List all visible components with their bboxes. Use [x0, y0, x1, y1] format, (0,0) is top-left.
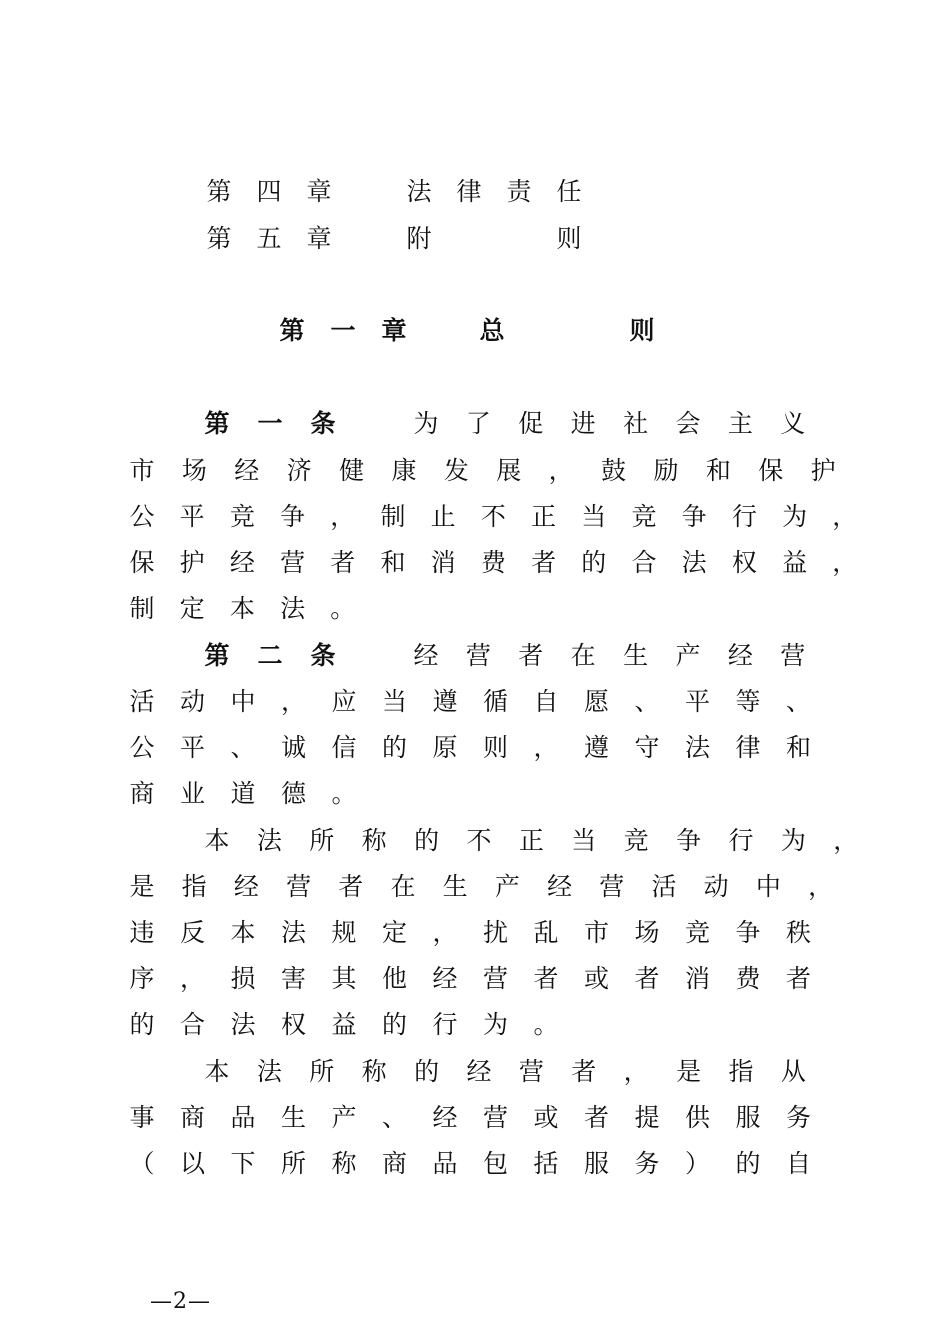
- text-char: 经: [727, 641, 753, 670]
- text-char: ，: [179, 964, 205, 993]
- text-char: 中: [755, 872, 781, 901]
- text-char: 费: [735, 964, 761, 993]
- chapter-heading: [0, 316, 950, 346]
- text-char: 应: [331, 687, 357, 716]
- text-char: 护: [179, 548, 205, 577]
- text-char: 营: [482, 1103, 508, 1132]
- text-char: 经: [413, 641, 439, 670]
- text-char: 促: [518, 409, 544, 438]
- text-char: 合: [631, 548, 657, 577]
- text-char: 一: [257, 409, 283, 438]
- text-char: 业: [179, 779, 205, 808]
- text-char: 者: [634, 964, 660, 993]
- text-char: 竞: [684, 918, 710, 947]
- paragraph-line: [0, 1057, 950, 1087]
- text-char: 服: [583, 1149, 609, 1178]
- text-char: 和: [785, 733, 811, 762]
- text-char: 为: [482, 1010, 508, 1039]
- text-char: 法: [280, 918, 306, 947]
- text-char: 和: [705, 456, 731, 485]
- text-char: 任: [556, 177, 582, 206]
- text-char: 则: [629, 316, 655, 345]
- text-char: 德: [280, 779, 306, 808]
- text-char: 鼓: [601, 456, 627, 485]
- text-char: 义: [780, 409, 806, 438]
- text-char: 第: [204, 409, 230, 438]
- text-char: 消: [684, 964, 710, 993]
- text-char: 法: [681, 548, 707, 577]
- text-char: 产: [331, 1103, 357, 1132]
- text-char: 章: [306, 177, 332, 206]
- text-char: 生: [442, 872, 468, 901]
- text-char: 循: [482, 687, 508, 716]
- text-char: 务: [634, 1149, 660, 1178]
- text-char: 争: [735, 918, 761, 947]
- text-char: 的: [381, 733, 407, 762]
- text-char: 包: [482, 1149, 508, 1178]
- text-char: ，: [623, 1057, 649, 1086]
- text-char: 秩: [785, 918, 811, 947]
- text-char: ，: [808, 872, 834, 901]
- text-char: 产: [675, 641, 701, 670]
- text-char: 者: [330, 548, 356, 577]
- text-char: 的: [735, 1149, 761, 1178]
- text-char: 律: [456, 177, 482, 206]
- paragraph-line: [0, 1103, 950, 1133]
- paragraph-line: [0, 872, 950, 902]
- text-char: 自: [533, 687, 559, 716]
- paragraph-line: [0, 918, 950, 948]
- text-char: 章: [381, 316, 407, 345]
- text-char: 信: [331, 733, 357, 762]
- text-char: 生: [280, 1103, 306, 1132]
- text-char: 行: [731, 502, 757, 531]
- text-char: 保: [129, 548, 155, 577]
- text-char: 指: [181, 872, 207, 901]
- text-char: 五: [256, 224, 282, 253]
- text-char: 反: [179, 918, 205, 947]
- text-char: 损: [230, 964, 256, 993]
- text-char: 或: [533, 1103, 559, 1132]
- text-char: 的: [381, 1010, 407, 1039]
- text-char: ）: [684, 1149, 710, 1178]
- text-char: 定: [381, 918, 407, 947]
- article-2-line: [0, 687, 950, 717]
- text-char: 守: [634, 733, 660, 762]
- text-char: 费: [480, 548, 506, 577]
- text-char: 自: [785, 1149, 811, 1178]
- text-char: 、: [785, 687, 811, 716]
- text-char: 正: [531, 502, 557, 531]
- text-char: 遵: [583, 733, 609, 762]
- text-char: 竞: [631, 502, 657, 531]
- text-char: ，: [832, 548, 858, 577]
- text-char: 进: [570, 409, 596, 438]
- text-char: 条: [310, 641, 336, 670]
- text-char: 称: [331, 1149, 357, 1178]
- text-char: 行: [432, 1010, 458, 1039]
- text-char: 经: [432, 964, 458, 993]
- text-char: 益: [331, 1010, 357, 1039]
- text-char: 争: [676, 826, 702, 855]
- text-char: 服: [735, 1103, 761, 1132]
- text-char: 、: [634, 687, 660, 716]
- text-char: 或: [583, 964, 609, 993]
- paragraph-line: [0, 1010, 950, 1040]
- text-char: 了: [465, 409, 491, 438]
- text-char: ，: [832, 502, 858, 531]
- text-char: 营: [780, 641, 806, 670]
- text-char: 其: [331, 964, 357, 993]
- paragraph-line: [0, 826, 950, 856]
- text-char: 法: [280, 594, 306, 623]
- text-char: 从: [780, 1057, 806, 1086]
- text-char: 公: [129, 502, 155, 531]
- text-char: 为: [782, 502, 808, 531]
- text-char: 经: [234, 456, 260, 485]
- text-char: 法: [406, 177, 432, 206]
- text-char: 的: [414, 1057, 440, 1086]
- text-char: 者: [583, 1103, 609, 1132]
- text-char: 者: [571, 1057, 597, 1086]
- text-char: 规: [331, 918, 357, 947]
- text-char: 以: [179, 1149, 205, 1178]
- text-char: 经: [229, 548, 255, 577]
- text-char: ，: [533, 733, 559, 762]
- text-char: 。: [533, 1010, 559, 1039]
- text-char: 称: [361, 1057, 387, 1086]
- text-char: 法: [684, 733, 710, 762]
- text-char: 者: [785, 964, 811, 993]
- text-char: 称: [361, 826, 387, 855]
- text-char: 市: [129, 456, 155, 485]
- text-char: 者: [533, 964, 559, 993]
- article-2-line: [0, 779, 950, 809]
- page-number: —2—: [150, 1289, 211, 1314]
- text-char: 总: [479, 316, 505, 345]
- text-char: 他: [381, 964, 407, 993]
- text-char: 平: [179, 502, 205, 531]
- article-1-line: [0, 502, 950, 532]
- article-1-line: [0, 548, 950, 578]
- text-char: 在: [570, 641, 596, 670]
- article-2-line: [0, 733, 950, 763]
- text-char: 发: [443, 456, 469, 485]
- text-char: 经: [233, 872, 259, 901]
- text-char: 权: [731, 548, 757, 577]
- text-char: 所: [309, 826, 335, 855]
- text-char: 品: [432, 1149, 458, 1178]
- text-char: 条: [310, 409, 336, 438]
- text-char: 平: [684, 687, 710, 716]
- text-char: 争: [280, 502, 306, 531]
- text-char: 第: [204, 641, 230, 670]
- text-char: 第: [279, 316, 305, 345]
- text-char: 的: [581, 548, 607, 577]
- text-char: 扰: [482, 918, 508, 947]
- text-char: 保: [758, 456, 784, 485]
- paragraph-line: [0, 964, 950, 994]
- text-char: 四: [256, 177, 282, 206]
- text-char: 本: [230, 918, 256, 947]
- text-char: 康: [391, 456, 417, 485]
- text-char: 不: [466, 826, 492, 855]
- text-char: 法: [256, 826, 282, 855]
- text-char: 法: [256, 1057, 282, 1086]
- text-char: 、: [381, 1103, 407, 1132]
- text-char: 制: [380, 502, 406, 531]
- text-char: 活: [129, 687, 155, 716]
- toc-entry-4: [0, 177, 950, 207]
- text-char: 主: [727, 409, 753, 438]
- text-char: 的: [129, 1010, 155, 1039]
- text-char: 者: [518, 641, 544, 670]
- text-char: 遵: [432, 687, 458, 716]
- text-char: 产: [494, 872, 520, 901]
- text-char: 合: [179, 1010, 205, 1039]
- text-char: （: [129, 1149, 155, 1178]
- text-char: 制: [129, 594, 155, 623]
- text-char: 的: [414, 826, 440, 855]
- text-char: 道: [230, 779, 256, 808]
- text-char: 动: [179, 687, 205, 716]
- text-char: 展: [496, 456, 522, 485]
- text-char: 在: [390, 872, 416, 901]
- text-char: 营: [286, 872, 312, 901]
- text-char: 律: [735, 733, 761, 762]
- article-1-line: [0, 409, 950, 439]
- text-char: 市: [583, 918, 609, 947]
- text-char: 所: [280, 1149, 306, 1178]
- text-char: 第: [206, 224, 232, 253]
- text-char: 平: [179, 733, 205, 762]
- text-char: 本: [229, 594, 255, 623]
- text-char: 和: [380, 548, 406, 577]
- text-char: 一: [330, 316, 356, 345]
- text-char: 责: [506, 177, 532, 206]
- toc-entry-5: [0, 224, 950, 254]
- text-char: 生: [623, 641, 649, 670]
- text-char: 商: [129, 779, 155, 808]
- text-char: 正: [518, 826, 544, 855]
- text-char: 则: [556, 224, 582, 253]
- text-char: 为: [780, 826, 806, 855]
- text-char: 愿: [583, 687, 609, 716]
- text-char: 本: [204, 826, 230, 855]
- text-char: 定: [179, 594, 205, 623]
- text-char: 济: [286, 456, 312, 485]
- text-char: 指: [728, 1057, 754, 1086]
- text-char: 务: [785, 1103, 811, 1132]
- text-char: 害: [280, 964, 306, 993]
- text-char: 经: [466, 1057, 492, 1086]
- text-char: 经: [547, 872, 573, 901]
- text-char: 是: [129, 872, 155, 901]
- text-char: 行: [728, 826, 754, 855]
- text-char: 为: [413, 409, 439, 438]
- text-char: 争: [681, 502, 707, 531]
- text-char: 营: [599, 872, 625, 901]
- text-char: 不: [480, 502, 506, 531]
- text-char: ，: [548, 456, 574, 485]
- text-char: 活: [651, 872, 677, 901]
- text-char: 下: [230, 1149, 256, 1178]
- text-char: 违: [129, 918, 155, 947]
- text-char: 场: [634, 918, 660, 947]
- text-char: 附: [406, 224, 432, 253]
- text-char: 营: [482, 964, 508, 993]
- text-char: 品: [230, 1103, 256, 1132]
- text-char: 动: [703, 872, 729, 901]
- text-char: ，: [432, 918, 458, 947]
- text-char: 社: [623, 409, 649, 438]
- text-char: 止: [430, 502, 456, 531]
- text-char: 等: [735, 687, 761, 716]
- text-char: 则: [482, 733, 508, 762]
- text-char: 本: [204, 1057, 230, 1086]
- text-char: 提: [634, 1103, 660, 1132]
- text-char: 竞: [229, 502, 255, 531]
- text-char: ，: [833, 826, 859, 855]
- text-char: 供: [684, 1103, 710, 1132]
- text-char: 当: [381, 687, 407, 716]
- text-char: 会: [675, 409, 701, 438]
- text-char: 所: [309, 1057, 335, 1086]
- article-2-line: [0, 641, 950, 671]
- text-char: 中: [230, 687, 256, 716]
- text-char: 竞: [623, 826, 649, 855]
- text-char: 励: [653, 456, 679, 485]
- text-char: 益: [782, 548, 808, 577]
- text-char: 、: [230, 733, 256, 762]
- text-char: 商: [381, 1149, 407, 1178]
- text-char: 营: [465, 641, 491, 670]
- text-char: 原: [432, 733, 458, 762]
- text-char: 场: [181, 456, 207, 485]
- text-char: 营: [518, 1057, 544, 1086]
- text-char: 当: [571, 826, 597, 855]
- paragraph-line: [0, 1149, 950, 1179]
- text-char: 二: [257, 641, 283, 670]
- text-char: 当: [581, 502, 607, 531]
- article-1-line: [0, 456, 950, 486]
- text-char: 护: [810, 456, 836, 485]
- text-char: 经: [432, 1103, 458, 1132]
- text-char: 。: [330, 594, 356, 623]
- text-char: 乱: [533, 918, 559, 947]
- text-char: 法: [230, 1010, 256, 1039]
- text-char: 括: [533, 1149, 559, 1178]
- text-char: ，: [280, 687, 306, 716]
- text-char: 商: [179, 1103, 205, 1132]
- text-char: 。: [331, 779, 357, 808]
- text-char: 序: [129, 964, 155, 993]
- text-char: 诚: [280, 733, 306, 762]
- text-char: 章: [306, 224, 332, 253]
- text-char: 营: [280, 548, 306, 577]
- text-char: 是: [676, 1057, 702, 1086]
- text-char: 事: [129, 1103, 155, 1132]
- text-char: ，: [330, 502, 356, 531]
- text-char: 第: [206, 177, 232, 206]
- text-char: 健: [339, 456, 365, 485]
- article-1-line: [0, 594, 950, 624]
- text-char: 者: [531, 548, 557, 577]
- text-char: 者: [338, 872, 364, 901]
- text-char: 权: [280, 1010, 306, 1039]
- text-char: 公: [129, 733, 155, 762]
- text-char: 消: [430, 548, 456, 577]
